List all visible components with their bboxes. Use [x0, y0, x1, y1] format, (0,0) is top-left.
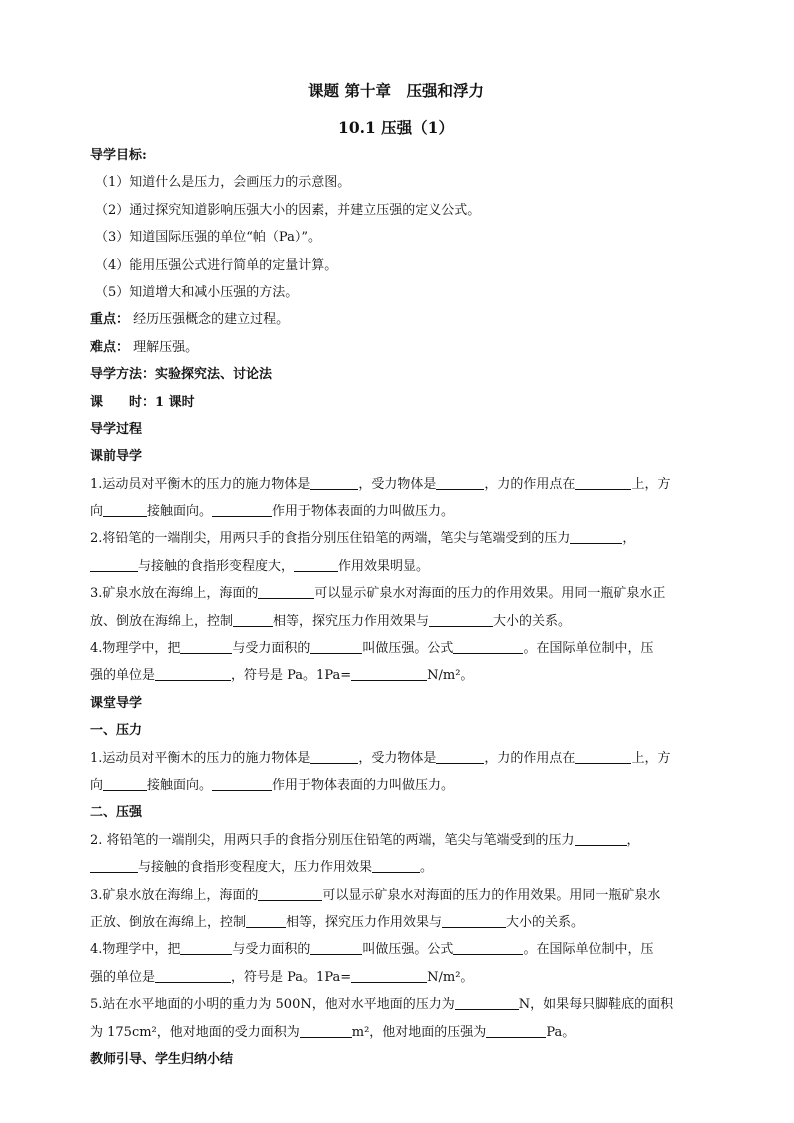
answer-blank[interactable] — [212, 502, 272, 517]
q-text: 可以显示矿泉水对海面的压力的作用效果。用同一瓶矿泉水 — [322, 887, 661, 903]
lesson-title: 课题 第十章 压强和浮力 — [308, 81, 484, 100]
q-text: 大小的关系。 — [506, 914, 585, 930]
answer-blank[interactable] — [103, 776, 147, 791]
class-question-1-cont — [90, 772, 702, 799]
goals-heading: 导学目标: — [90, 148, 147, 163]
answer-blank[interactable] — [310, 749, 358, 764]
pre-question-1 — [90, 471, 702, 498]
q-text: 4.物理学中，把 — [90, 641, 181, 657]
q-text: 。 — [420, 860, 434, 876]
answer-blank[interactable] — [351, 666, 427, 681]
class-question-2 — [90, 827, 702, 854]
answer-blank[interactable] — [310, 940, 362, 955]
answer-blank[interactable] — [436, 475, 484, 490]
q-text: 向 — [90, 777, 104, 793]
class-heading: 课堂导学 — [90, 695, 143, 711]
summary-heading: 教师引导、学生归纳小结 — [90, 1051, 234, 1067]
class-question-4-cont — [90, 964, 702, 991]
q-text: 4.物理学中，把 — [90, 942, 181, 958]
class-question-5-cont — [90, 1019, 702, 1046]
answer-blank[interactable] — [294, 557, 338, 572]
q-text: N/m²。 — [427, 969, 474, 985]
goal-item: （3）知道国际压强的单位“帕（Pa）”。 — [95, 230, 321, 246]
q-text: 。在国际单位制中，压 — [523, 641, 654, 657]
pre-question-3-cont — [90, 608, 702, 635]
q-text: N/m²。 — [427, 668, 474, 684]
q-text: ，受力物体是 — [358, 476, 437, 492]
q-text: 正放、倒放在海绵上，控制 — [90, 914, 247, 930]
pre-question-3 — [90, 580, 702, 607]
q-text: 与受力面积的 — [232, 641, 311, 657]
answer-blank[interactable] — [233, 612, 273, 627]
pre-question-2-cont — [90, 553, 702, 580]
key-point-text: 经历压强概念的建立过程。 — [133, 312, 290, 328]
q-text: 叫做压强。公式 — [362, 641, 454, 657]
q-text: 接触面向。 — [147, 777, 213, 793]
q-text: 与接触的食指形变程度大， — [138, 558, 295, 574]
class-question-2-cont — [90, 854, 702, 881]
q-text: 作用效果明显。 — [338, 558, 430, 574]
q-text: 1.运动员对平衡木的压力的施力物体是 — [90, 476, 311, 492]
q-text: ，受力物体是 — [358, 750, 437, 766]
q-text: 2.将铅笔的一端削尖，用两只手的食指分别压住铅笔的两端，笔尖与笔端受到的压力 — [90, 531, 571, 547]
answer-blank[interactable] — [258, 886, 322, 901]
period-value: 1 课时 — [155, 394, 195, 410]
q-text: 作用于物体表面的力叫做压力。 — [272, 504, 455, 520]
answer-blank[interactable] — [351, 968, 427, 983]
difficulty-label: 难点： — [90, 339, 130, 355]
worksheet-page — [90, 78, 702, 1073]
q-text: 接触面向。 — [147, 504, 213, 520]
pre-question-4-cont — [90, 662, 702, 689]
q-text: 3.矿泉水放在海绵上，海面的 — [90, 887, 259, 903]
q-text: 上，方 — [631, 476, 671, 492]
q-text: 为 175cm²，他对地面的受力面积为 — [90, 1024, 300, 1040]
q-text: 相等，探究压力作用效果与 — [286, 914, 443, 930]
q-text: Pa。 — [546, 1024, 576, 1040]
answer-blank[interactable] — [453, 940, 523, 955]
q-text: m²，他对地面的压强为 — [351, 1024, 487, 1040]
answer-blank[interactable] — [575, 831, 627, 846]
q-text: 可以显示矿泉水对海面的压力的作用效果。用同一瓶矿泉水正 — [314, 586, 666, 602]
answer-blank[interactable] — [212, 776, 272, 791]
q-text: 放、倒放在海绵上，控制 — [90, 613, 234, 629]
q-text: ， — [622, 531, 636, 547]
answer-blank[interactable] — [90, 858, 138, 873]
answer-blank[interactable] — [455, 995, 519, 1010]
answer-blank[interactable] — [453, 639, 523, 654]
process-heading: 导学过程 — [90, 421, 143, 437]
q-text: 强的单位是 — [90, 668, 156, 684]
class-question-5 — [90, 991, 702, 1018]
difficulty — [90, 334, 702, 361]
answer-blank[interactable] — [310, 639, 362, 654]
answer-blank[interactable] — [575, 749, 631, 764]
period-label: 课 时： — [90, 394, 156, 410]
goal-item: （2）通过探究知道影响压强大小的因素，并建立压强的定义公式。 — [95, 202, 481, 218]
answer-blank[interactable] — [310, 475, 358, 490]
goal-item: （4）能用压强公式进行简单的定量计算。 — [95, 257, 338, 273]
answer-blank[interactable] — [486, 1023, 546, 1038]
section-pressure-force: 一、压力 — [90, 723, 143, 739]
answer-blank[interactable] — [155, 968, 231, 983]
q-text: ，力的作用点在 — [484, 476, 576, 492]
q-text: 相等，探究压力作用效果与 — [273, 613, 430, 629]
section-title: 10.1 压强（1） — [338, 118, 454, 137]
q-text: 2. 将铅笔的一端削尖，用两只手的食指分别压住铅笔的两端，笔尖与笔端受到的压力 — [90, 832, 575, 848]
answer-blank[interactable] — [570, 529, 622, 544]
q-text: 5.站在水平地面的小明的重力为 500N，他对水平地面的压力为 — [90, 997, 455, 1013]
q-text: 作用于物体表面的力叫做压力。 — [272, 777, 455, 793]
pre-heading: 课前导学 — [90, 449, 143, 465]
pre-question-1-cont — [90, 498, 702, 525]
q-text: 强的单位是 — [90, 969, 156, 985]
q-text: 大小的关系。 — [493, 613, 572, 629]
q-text: 3.矿泉水放在海绵上，海面的 — [90, 586, 259, 602]
class-question-4 — [90, 936, 702, 963]
q-text: ，力的作用点在 — [484, 750, 576, 766]
class-question-3-cont — [90, 909, 702, 936]
q-text: 叫做压强。公式 — [362, 942, 454, 958]
q-text: N，如果每只脚鞋底的面积 — [518, 997, 674, 1013]
answer-blank[interactable] — [300, 1023, 352, 1038]
answer-blank[interactable] — [372, 858, 420, 873]
answer-blank[interactable] — [575, 475, 631, 490]
class-question-3 — [90, 882, 702, 909]
q-text: ，符号是 Pa。1Pa= — [231, 969, 352, 985]
answer-blank[interactable] — [258, 584, 314, 599]
q-text: 1.运动员对平衡木的压力的施力物体是 — [90, 750, 311, 766]
q-text: ， — [626, 832, 640, 848]
q-text: 上，方 — [631, 750, 671, 766]
answer-blank[interactable] — [180, 639, 232, 654]
answer-blank[interactable] — [90, 557, 138, 572]
method: 导学方法：实验探究法、讨论法 — [90, 367, 273, 383]
q-text: 与受力面积的 — [232, 942, 311, 958]
q-text: 与接触的食指形变程度大，压力作用效果 — [138, 860, 373, 876]
answer-blank[interactable] — [246, 913, 286, 928]
key-point — [90, 306, 702, 333]
key-point-label: 重点： — [90, 312, 130, 328]
pre-question-2 — [90, 525, 702, 552]
class-question-1 — [90, 745, 702, 772]
answer-blank[interactable] — [180, 940, 232, 955]
answer-blank[interactable] — [436, 749, 484, 764]
answer-blank[interactable] — [429, 612, 493, 627]
period — [90, 389, 702, 416]
goal-item: （5）知道增大和减小压强的方法。 — [95, 284, 299, 300]
answer-blank[interactable] — [155, 666, 231, 681]
q-text: 。在国际单位制中，压 — [523, 942, 654, 958]
section-pressure: 二、压强 — [90, 805, 143, 821]
difficulty-text: 理解压强。 — [133, 339, 199, 355]
q-text: 向 — [90, 504, 104, 520]
goal-item: （1）知道什么是压力，会画压力的示意图。 — [95, 175, 351, 191]
q-text: ，符号是 Pa。1Pa= — [231, 668, 352, 684]
answer-blank[interactable] — [442, 913, 506, 928]
answer-blank[interactable] — [103, 502, 147, 517]
pre-question-4 — [90, 635, 702, 662]
